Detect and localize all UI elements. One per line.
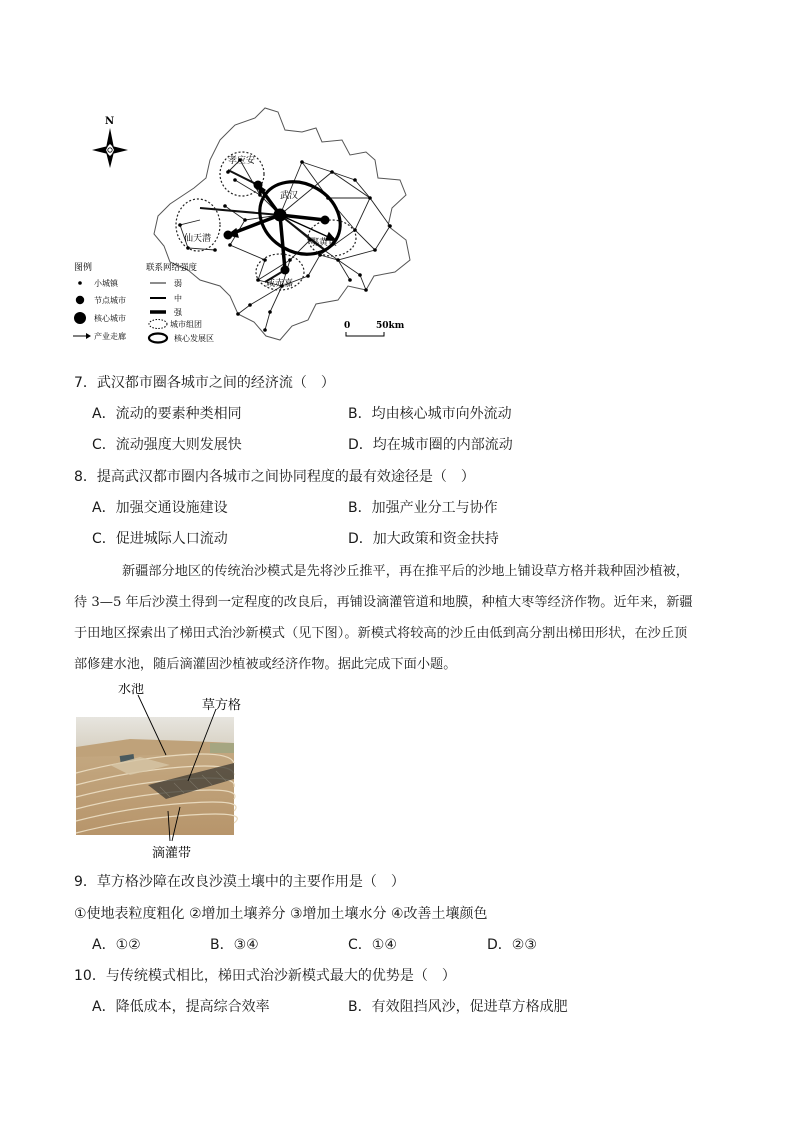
- passage-line-1: 新疆部分地区的传统治沙模式是先将沙丘推平，再在推平后的沙地上铺设草方格并栽种固沙植被，: [122, 564, 690, 579]
- legend-title: 图例: [74, 263, 93, 273]
- q7-option-b[interactable]: B．均由核心城市向外流动: [348, 406, 512, 422]
- core-city-wuhan: [274, 209, 287, 222]
- legend-strong: 强: [174, 308, 182, 317]
- q8-option-b[interactable]: B．加强产业分工与协作: [348, 500, 498, 516]
- legend-small-town: 小城镇: [94, 279, 118, 288]
- reading-passage: [74, 556, 734, 680]
- legend-weak: 弱: [174, 279, 182, 288]
- scale-value: 50km: [376, 321, 405, 331]
- scale-bar: [344, 321, 405, 336]
- label-xiantianqian: 仙天潜: [184, 234, 212, 244]
- map-svg: [70, 100, 420, 350]
- legend-industry-corridor: 产业走廊: [94, 332, 126, 341]
- q9-option-d[interactable]: D．②③: [487, 937, 537, 953]
- label-ehuanghuang: 鄂黄黄: [310, 238, 338, 248]
- q8-option-a[interactable]: A．加强交通设施建设: [92, 500, 228, 516]
- photo-svg: [70, 683, 250, 863]
- legend-core-zone: 核心发展区: [174, 334, 214, 343]
- q7-option-d[interactable]: D．均在城市圈的内部流动: [348, 437, 513, 453]
- q9-option-c[interactable]: C．①④: [348, 937, 397, 953]
- label-xianchijia: 咸赤嘉: [266, 279, 294, 289]
- q9-statements: ①使地表粒度粗化 ②增加土壤养分 ③增加土壤水分 ④改善土壤颜色: [74, 906, 488, 922]
- legend-strength-title: 联系网络强度: [146, 263, 198, 273]
- q10-option-b[interactable]: B．有效阻挡风沙，促进草方格成肥: [348, 999, 568, 1015]
- passage-line-3: 于田地区探索出了梯田式治沙新模式（见下图）。新模式将较高的沙丘由低到高分割出梯田形状，在沙丘顶: [74, 626, 688, 641]
- legend-city-cluster: 城市组团: [170, 320, 202, 329]
- north-arrow-icon: [92, 116, 128, 168]
- q8-stem: 8．提高武汉都市圈内各城市之间协同程度的最有效途径是（ ）: [74, 469, 475, 485]
- q9-option-a[interactable]: A．①②: [92, 937, 141, 953]
- legend-medium: 中: [174, 294, 182, 303]
- passage-line-4: 部修建水池，随后滴灌固沙植被或经济作物。据此完成下面小题。: [74, 657, 457, 672]
- legend-core-city: 核心城市: [94, 314, 126, 323]
- q7-stem: 7．武汉都市圈各城市之间的经济流（ ）: [74, 375, 335, 391]
- q9-option-b[interactable]: B．③④: [210, 937, 259, 953]
- wuhan-metro-map: [70, 100, 420, 350]
- label-xiaoyingan: 孝应安: [228, 156, 256, 166]
- label-drip-belt: 滴灌带: [152, 846, 192, 861]
- label-wuhan: 武汉: [280, 191, 299, 201]
- label-pool: 水池: [118, 683, 145, 697]
- q10-stem: 10．与传统模式相比，梯田式治沙新模式最大的优势是（ ）: [74, 968, 456, 984]
- q8-option-c[interactable]: C．促进城际人口流动: [92, 531, 228, 547]
- scale-zero: 0: [344, 321, 351, 331]
- q8-option-d[interactable]: D．加大政策和资金扶持: [348, 531, 499, 547]
- q9-stem: 9．草方格沙障在改良沙漠土壤中的主要作用是（ ）: [74, 874, 405, 890]
- legend-node-city: 节点城市: [94, 296, 126, 305]
- terrace-sand-control-figure: [70, 683, 250, 863]
- q10-option-a[interactable]: A．降低成本，提高综合效率: [92, 999, 270, 1015]
- q7-option-a[interactable]: A．流动的要素种类相同: [92, 406, 242, 422]
- passage-line-2: 待 3—5 年后沙漠土得到一定程度的改良后，再铺设滴灌管道和地膜，种植大枣等经济作物。近年来，新疆: [74, 595, 693, 610]
- q7-option-c[interactable]: C．流动强度大则发展快: [92, 437, 242, 453]
- north-label: N: [105, 116, 115, 127]
- label-grass-grid: 草方格: [202, 698, 242, 713]
